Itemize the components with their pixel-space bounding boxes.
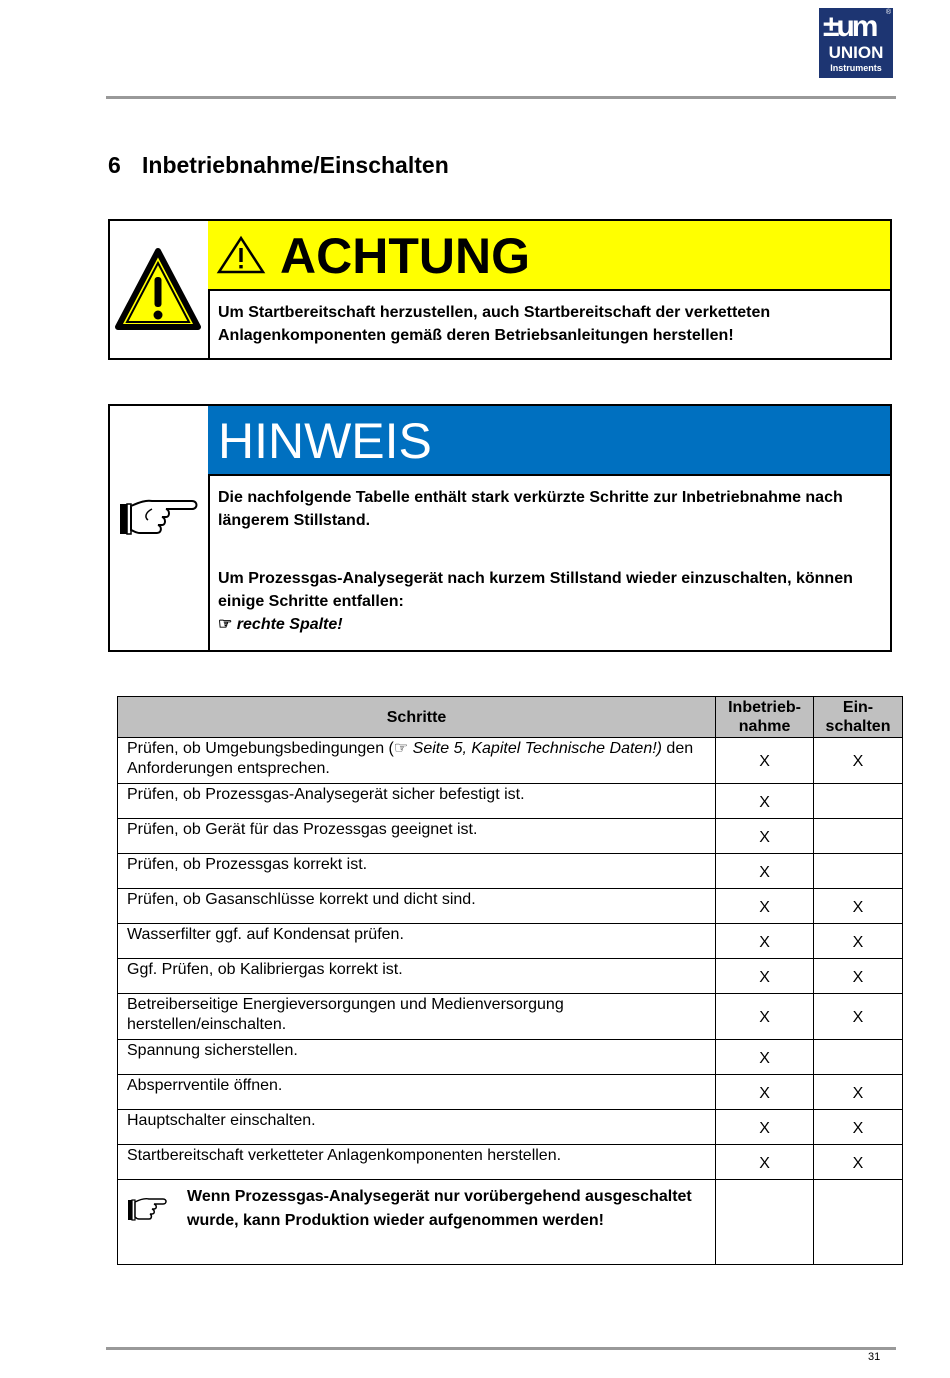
inbetriebnahme-mark: X <box>716 1110 814 1145</box>
inbetriebnahme-mark: X <box>716 784 814 819</box>
einschalten-mark <box>814 1040 903 1075</box>
table-row <box>118 1040 903 1075</box>
einschalten-mark: X <box>814 1075 903 1110</box>
table-row <box>118 819 903 854</box>
inbetriebnahme-mark: X <box>716 1075 814 1110</box>
warning-heading: ACHTUNG <box>280 228 530 284</box>
notice-reference <box>218 613 894 636</box>
step-cell: Spannung sicherstellen. <box>118 1040 716 1075</box>
einschalten-mark <box>814 854 903 889</box>
notice-heading: HINWEIS <box>218 413 432 469</box>
step-cell: Absperrventile öffnen. <box>118 1075 716 1110</box>
notice-paragraph-2: Um Prozessgas-Analysegerät nach kurzem Stillstand wieder einzuschalten, können einige Schritte entfallen: <box>218 570 853 610</box>
table-row <box>118 994 903 1040</box>
header-divider <box>106 96 896 99</box>
notice-header-bar <box>208 406 890 476</box>
step-cell: Ggf. Prüfen, ob Kalibriergas korrekt ist. <box>118 959 716 994</box>
inbetriebnahme-mark: X <box>716 924 814 959</box>
einschalten-mark: X <box>814 1110 903 1145</box>
table-row <box>118 784 903 819</box>
einschalten-mark: X <box>814 959 903 994</box>
step-cell: Hauptschalter einschalten. <box>118 1110 716 1145</box>
final-note-row <box>118 1180 903 1265</box>
table-row <box>118 854 903 889</box>
reference-hand-icon: ☞ <box>218 616 233 633</box>
step-cell: Prüfen, ob Gerät für das Prozessgas geeignet ist. <box>118 819 716 854</box>
step-cell: Prüfen, ob Prozessgas-Analysegerät sicher befestigt ist. <box>118 784 716 819</box>
header-inbetriebnahme: Inbetrieb- nahme <box>716 697 814 738</box>
section-title: Inbetriebnahme/Einschalten <box>142 152 449 178</box>
logo-word-union: UNION <box>828 43 884 62</box>
einschalten-mark <box>814 784 903 819</box>
table-row <box>118 959 903 994</box>
inbetriebnahme-mark: X <box>716 854 814 889</box>
table-row <box>118 1075 903 1110</box>
empty-cell <box>716 1180 814 1265</box>
inbetriebnahme-mark: X <box>716 1145 814 1180</box>
step-cell: Betreiberseitige Energieversorgungen und Medienversorgung herstellen/einschalten. <box>118 994 716 1040</box>
einschalten-mark: X <box>814 738 903 784</box>
table-row <box>118 924 903 959</box>
table-row <box>118 738 903 784</box>
logo-mark: ±um <box>823 10 876 43</box>
step-cell: Startbereitschaft verketteter Anlagenkomponenten herstellen. <box>118 1145 716 1180</box>
warning-header-bar <box>208 221 890 291</box>
header-steps: Schritte <box>118 697 716 738</box>
step-cell: Prüfen, ob Umgebungsbedingungen (☞ Seite 5, Kapitel Technische Daten!) den Anforderungen entsprechen. <box>118 738 716 784</box>
inbetriebnahme-mark: X <box>716 819 814 854</box>
notice-paragraph-1: Die nachfolgende Tabelle enthält stark verkürzte Schritte zur Inbetriebnahme nach längerem Stillstand. <box>218 489 843 529</box>
pointing-hand-icon <box>110 406 208 650</box>
logo-word-instruments: Instruments <box>830 63 882 73</box>
step-cell: Prüfen, ob Prozessgas korrekt ist. <box>118 854 716 889</box>
inbetriebnahme-mark: X <box>716 994 814 1040</box>
notice-reference-text: rechte Spalte! <box>236 616 343 633</box>
section-number: 6 <box>108 152 121 178</box>
einschalten-mark: X <box>814 924 903 959</box>
einschalten-mark <box>814 819 903 854</box>
header-einschalten: Ein- schalten <box>814 697 903 738</box>
warning-text: Um Startbereitschaft herzustellen, auch Startbereitschaft der verketteten Anlagenkomponenten gemäß deren Betriebsanleitungen herstellen! <box>218 304 771 344</box>
reference-hand-icon: ☞ <box>393 740 409 757</box>
pointing-hand-icon <box>119 1196 169 1226</box>
empty-cell <box>814 1180 903 1265</box>
warning-box <box>108 219 892 360</box>
small-warning-triangle-icon <box>216 235 266 275</box>
section-heading <box>108 152 449 179</box>
step-cell: Prüfen, ob Gasanschlüsse korrekt und dicht sind. <box>118 889 716 924</box>
table-row <box>118 889 903 924</box>
final-note-cell <box>118 1180 716 1265</box>
notice-icon-cell <box>110 406 210 650</box>
inbetriebnahme-mark: X <box>716 889 814 924</box>
inbetriebnahme-mark: X <box>716 959 814 994</box>
footer-divider <box>106 1347 896 1350</box>
inbetriebnahme-mark: X <box>716 1040 814 1075</box>
logo-registered-mark: ® <box>885 9 891 16</box>
page-number: 31 <box>868 1351 881 1363</box>
warning-triangle-icon <box>110 221 208 358</box>
final-note-text: Wenn Prozessgas-Analysegerät nur vorübergehend ausgeschaltet wurde, kann Produktion wieder aufgenommen werden! <box>187 1188 692 1229</box>
step-cell: Wasserfilter ggf. auf Kondensat prüfen. <box>118 924 716 959</box>
einschalten-mark: X <box>814 889 903 924</box>
einschalten-mark: X <box>814 994 903 1040</box>
einschalten-mark: X <box>814 1145 903 1180</box>
warning-icon-cell <box>110 221 210 358</box>
inbetriebnahme-mark: X <box>716 738 814 784</box>
notice-text <box>218 486 894 636</box>
table-row <box>118 1110 903 1145</box>
union-instruments-logo <box>819 8 893 78</box>
notice-box <box>108 404 892 652</box>
table-row <box>118 1145 903 1180</box>
steps-table <box>117 696 903 1265</box>
table-header-row <box>118 697 903 738</box>
